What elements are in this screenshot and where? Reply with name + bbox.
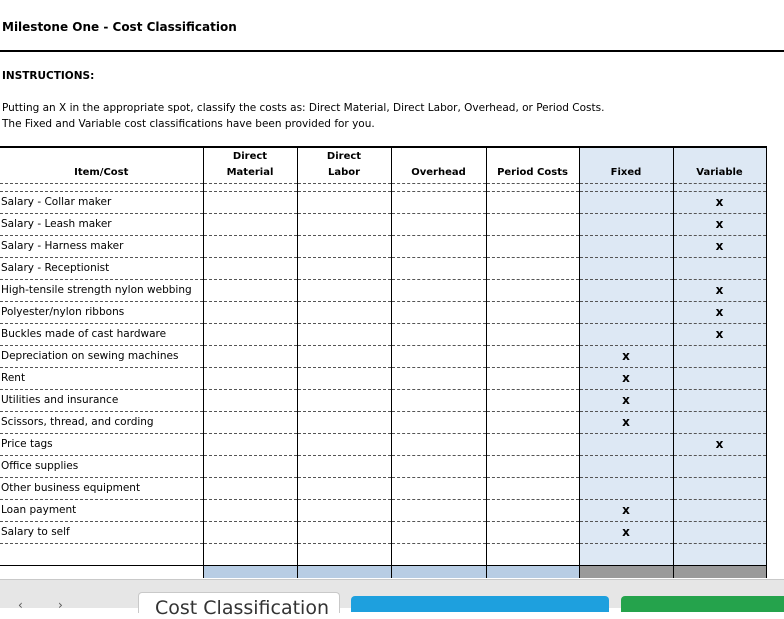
direct-labor-cell[interactable] bbox=[297, 455, 391, 477]
fixed-cell[interactable]: x bbox=[579, 345, 673, 367]
variable-cell[interactable] bbox=[673, 411, 766, 433]
table-row bbox=[0, 477, 766, 499]
variable-cell[interactable]: x bbox=[673, 323, 766, 345]
period-costs-cell[interactable] bbox=[486, 389, 579, 411]
table-row bbox=[0, 301, 766, 323]
footer-cell[interactable] bbox=[203, 565, 297, 578]
variable-cell[interactable] bbox=[673, 521, 766, 543]
direct-material-cell[interactable] bbox=[203, 235, 297, 257]
table-row bbox=[0, 367, 766, 389]
item-cost-cell[interactable]: Office supplies bbox=[0, 455, 203, 477]
overhead-cell[interactable] bbox=[391, 301, 486, 323]
direct-labor-cell[interactable] bbox=[297, 367, 391, 389]
empty-cell[interactable] bbox=[297, 543, 391, 565]
column-header-6[interactable]: Variable bbox=[673, 147, 766, 183]
direct-labor-cell[interactable] bbox=[297, 499, 391, 521]
item-cost-cell[interactable]: Salary - Receptionist bbox=[0, 257, 203, 279]
direct-labor-cell[interactable] bbox=[297, 257, 391, 279]
tab-green-sheet[interactable] bbox=[621, 596, 784, 612]
direct-material-cell[interactable] bbox=[203, 257, 297, 279]
overhead-cell[interactable] bbox=[391, 389, 486, 411]
direct-labor-cell[interactable] bbox=[297, 323, 391, 345]
empty-cell[interactable] bbox=[0, 543, 203, 565]
column-header-0[interactable]: Item/Cost bbox=[0, 147, 203, 183]
empty-cell[interactable] bbox=[203, 543, 297, 565]
tab-label: Cost Classification bbox=[155, 597, 329, 619]
table-row bbox=[0, 235, 766, 257]
variable-cell[interactable] bbox=[673, 389, 766, 411]
item-cost-cell[interactable]: Utilities and insurance bbox=[0, 389, 203, 411]
item-cost-cell[interactable]: Depreciation on sewing machines bbox=[0, 345, 203, 367]
table-row bbox=[0, 521, 766, 543]
fixed-cell[interactable]: x bbox=[579, 367, 673, 389]
overhead-cell[interactable] bbox=[391, 257, 486, 279]
direct-material-cell[interactable] bbox=[203, 279, 297, 301]
fixed-cell[interactable] bbox=[579, 433, 673, 455]
item-cost-cell[interactable]: Salary to self bbox=[0, 521, 203, 543]
sheet-title-row[interactable] bbox=[0, 0, 784, 52]
empty-cell[interactable] bbox=[579, 543, 673, 565]
overhead-cell[interactable] bbox=[391, 477, 486, 499]
direct-labor-cell[interactable] bbox=[297, 279, 391, 301]
footer-cell[interactable] bbox=[486, 565, 579, 578]
direct-labor-cell[interactable] bbox=[297, 191, 391, 213]
variable-cell[interactable]: x bbox=[673, 279, 766, 301]
period-costs-cell[interactable] bbox=[486, 301, 579, 323]
table-row bbox=[0, 323, 766, 345]
table-row bbox=[0, 433, 766, 455]
footer-cell[interactable] bbox=[297, 565, 391, 578]
variable-cell[interactable]: x bbox=[673, 213, 766, 235]
direct-labor-cell[interactable] bbox=[297, 301, 391, 323]
item-cost-cell[interactable]: Polyester/nylon ribbons bbox=[0, 301, 203, 323]
fixed-cell[interactable]: x bbox=[579, 521, 673, 543]
sheet-tab-bar bbox=[0, 579, 784, 619]
variable-cell[interactable] bbox=[673, 499, 766, 521]
fixed-cell[interactable] bbox=[579, 301, 673, 323]
direct-labor-cell[interactable] bbox=[297, 433, 391, 455]
overhead-cell[interactable] bbox=[391, 367, 486, 389]
spacer-cell[interactable] bbox=[391, 183, 486, 191]
period-costs-cell[interactable] bbox=[486, 257, 579, 279]
overhead-cell[interactable] bbox=[391, 345, 486, 367]
variable-cell[interactable] bbox=[673, 345, 766, 367]
direct-material-cell[interactable] bbox=[203, 301, 297, 323]
variable-cell[interactable] bbox=[673, 455, 766, 477]
instructions-line-1: Putting an X in the appropriate spot, classify the costs as: Direct Material, Direct Labor, Overhead, or Period Costs. bbox=[2, 102, 605, 114]
instructions-label: INSTRUCTIONS: bbox=[2, 70, 95, 82]
direct-material-cell[interactable] bbox=[203, 477, 297, 499]
spacer-cell[interactable] bbox=[673, 183, 766, 191]
period-costs-cell[interactable] bbox=[486, 477, 579, 499]
direct-labor-cell[interactable] bbox=[297, 521, 391, 543]
variable-cell[interactable]: x bbox=[673, 301, 766, 323]
direct-material-cell[interactable] bbox=[203, 367, 297, 389]
item-cost-cell[interactable]: Rent bbox=[0, 367, 203, 389]
footer-cell[interactable] bbox=[673, 565, 766, 578]
table-row bbox=[0, 345, 766, 367]
fixed-cell[interactable] bbox=[579, 191, 673, 213]
footer-cell[interactable] bbox=[579, 565, 673, 578]
column-header-1[interactable]: Direct Material bbox=[203, 147, 297, 183]
direct-material-cell[interactable] bbox=[203, 411, 297, 433]
period-costs-cell[interactable] bbox=[486, 499, 579, 521]
period-costs-cell[interactable] bbox=[486, 323, 579, 345]
overhead-cell[interactable] bbox=[391, 455, 486, 477]
direct-material-cell[interactable] bbox=[203, 455, 297, 477]
variable-cell[interactable] bbox=[673, 477, 766, 499]
overhead-cell[interactable] bbox=[391, 235, 486, 257]
table-row bbox=[0, 191, 766, 213]
fixed-cell[interactable] bbox=[579, 257, 673, 279]
total-row bbox=[0, 565, 766, 578]
overhead-cell[interactable] bbox=[391, 213, 486, 235]
direct-labor-cell[interactable] bbox=[297, 235, 391, 257]
table-row bbox=[0, 499, 766, 521]
empty-cell[interactable] bbox=[486, 543, 579, 565]
empty-cell[interactable] bbox=[673, 543, 766, 565]
overhead-cell[interactable] bbox=[391, 323, 486, 345]
direct-labor-cell[interactable] bbox=[297, 389, 391, 411]
direct-material-cell[interactable] bbox=[203, 389, 297, 411]
fixed-cell[interactable]: x bbox=[579, 389, 673, 411]
table-row bbox=[0, 213, 766, 235]
spacer-cell[interactable] bbox=[579, 183, 673, 191]
fixed-cell[interactable]: x bbox=[579, 499, 673, 521]
sheet-title: Milestone One - Cost Classification bbox=[2, 20, 237, 34]
table-row bbox=[0, 257, 766, 279]
variable-cell[interactable]: x bbox=[673, 235, 766, 257]
period-costs-cell[interactable] bbox=[486, 279, 579, 301]
overhead-cell[interactable] bbox=[391, 191, 486, 213]
variable-cell[interactable]: x bbox=[673, 191, 766, 213]
table-row bbox=[0, 389, 766, 411]
overhead-cell[interactable] bbox=[391, 433, 486, 455]
direct-material-cell[interactable] bbox=[203, 521, 297, 543]
overhead-cell[interactable] bbox=[391, 499, 486, 521]
column-header-4[interactable]: Period Costs bbox=[486, 147, 579, 183]
item-cost-cell[interactable]: Scissors, thread, and cording bbox=[0, 411, 203, 433]
item-cost-cell[interactable]: Salary - Collar maker bbox=[0, 191, 203, 213]
fixed-cell[interactable] bbox=[579, 477, 673, 499]
fixed-cell[interactable] bbox=[579, 279, 673, 301]
tab-cost-classification[interactable] bbox=[138, 592, 340, 619]
item-cost-cell[interactable]: Salary - Harness maker bbox=[0, 235, 203, 257]
period-costs-cell[interactable] bbox=[486, 455, 579, 477]
period-costs-cell[interactable] bbox=[486, 411, 579, 433]
fixed-cell[interactable] bbox=[579, 213, 673, 235]
variable-cell[interactable] bbox=[673, 257, 766, 279]
table-row bbox=[0, 411, 766, 433]
fixed-cell[interactable] bbox=[579, 323, 673, 345]
column-header-3[interactable]: Overhead bbox=[391, 147, 486, 183]
item-cost-cell[interactable]: Salary - Leash maker bbox=[0, 213, 203, 235]
direct-material-cell[interactable] bbox=[203, 191, 297, 213]
tab-blue-sheet[interactable] bbox=[351, 596, 609, 612]
item-cost-cell[interactable]: Buckles made of cast hardware bbox=[0, 323, 203, 345]
direct-labor-cell[interactable] bbox=[297, 213, 391, 235]
period-costs-cell[interactable] bbox=[486, 213, 579, 235]
direct-material-cell[interactable] bbox=[203, 323, 297, 345]
column-header-2[interactable]: Direct Labor bbox=[297, 147, 391, 183]
spacer-row bbox=[0, 183, 766, 191]
scroll-left-icon[interactable]: ‹ bbox=[18, 598, 23, 612]
direct-material-cell[interactable] bbox=[203, 213, 297, 235]
direct-labor-cell[interactable] bbox=[297, 477, 391, 499]
period-costs-cell[interactable] bbox=[486, 367, 579, 389]
cost-classification-table bbox=[0, 146, 767, 578]
spacer-cell[interactable] bbox=[297, 183, 391, 191]
direct-material-cell[interactable] bbox=[203, 345, 297, 367]
scroll-right-icon[interactable]: › bbox=[58, 598, 63, 612]
item-cost-cell[interactable]: Loan payment bbox=[0, 499, 203, 521]
period-costs-cell[interactable] bbox=[486, 433, 579, 455]
empty-row bbox=[0, 543, 766, 565]
spacer-cell[interactable] bbox=[0, 183, 203, 191]
footer-cell[interactable] bbox=[391, 565, 486, 578]
instructions-line-2: The Fixed and Variable cost classifications have been provided for you. bbox=[2, 118, 375, 130]
direct-material-cell[interactable] bbox=[203, 499, 297, 521]
item-cost-cell[interactable]: Other business equipment bbox=[0, 477, 203, 499]
overhead-cell[interactable] bbox=[391, 521, 486, 543]
item-cost-cell[interactable]: Price tags bbox=[0, 433, 203, 455]
spacer-cell[interactable] bbox=[203, 183, 297, 191]
overhead-cell[interactable] bbox=[391, 279, 486, 301]
variable-cell[interactable] bbox=[673, 367, 766, 389]
fixed-cell[interactable] bbox=[579, 455, 673, 477]
fixed-cell[interactable]: x bbox=[579, 411, 673, 433]
footer-cell[interactable] bbox=[0, 565, 203, 578]
item-cost-cell[interactable]: High-tensile strength nylon webbing bbox=[0, 279, 203, 301]
column-header-5[interactable]: Fixed bbox=[579, 147, 673, 183]
period-costs-cell[interactable] bbox=[486, 345, 579, 367]
period-costs-cell[interactable] bbox=[486, 235, 579, 257]
period-costs-cell[interactable] bbox=[486, 521, 579, 543]
empty-cell[interactable] bbox=[391, 543, 486, 565]
spacer-cell[interactable] bbox=[486, 183, 579, 191]
overhead-cell[interactable] bbox=[391, 411, 486, 433]
table-row bbox=[0, 455, 766, 477]
table-row bbox=[0, 279, 766, 301]
direct-labor-cell[interactable] bbox=[297, 411, 391, 433]
variable-cell[interactable]: x bbox=[673, 433, 766, 455]
period-costs-cell[interactable] bbox=[486, 191, 579, 213]
direct-labor-cell[interactable] bbox=[297, 345, 391, 367]
fixed-cell[interactable] bbox=[579, 235, 673, 257]
direct-material-cell[interactable] bbox=[203, 433, 297, 455]
